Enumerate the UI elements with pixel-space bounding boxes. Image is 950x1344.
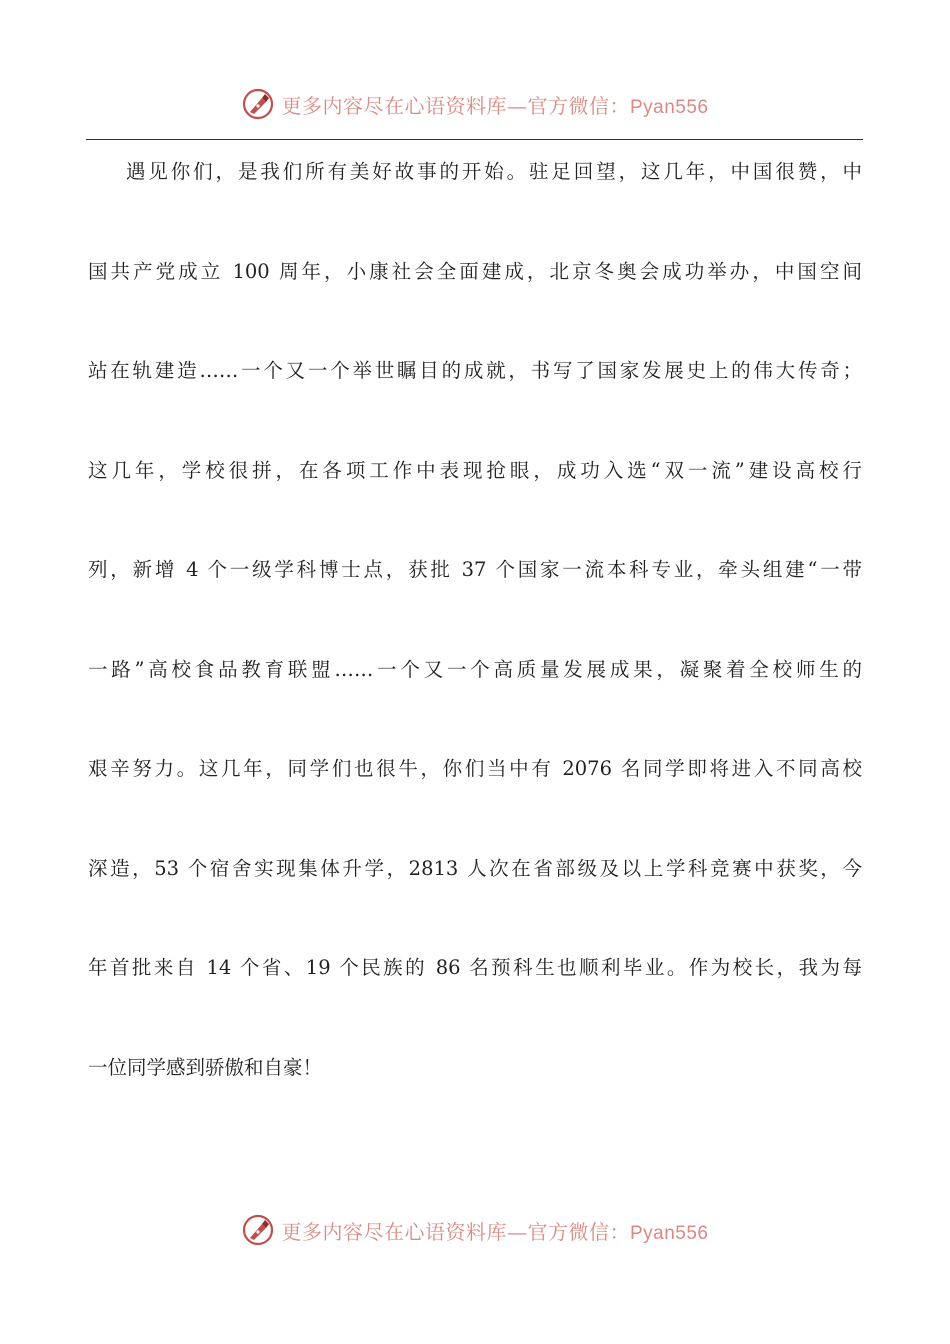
footer-banner-text: 更多内容尽在心语资料库—官方微信：Pyan556	[281, 1219, 709, 1244]
text-line: 这几年，学校很拼，在各项工作中表现抢眼，成功入选“双一流”建设高校行	[88, 458, 862, 482]
text-line: 一路”高校食品教育联盟……一个又一个高质量发展成果，凝聚着全校师生的	[88, 657, 862, 681]
text-line: 艰辛努力。这几年，同学们也很牛，你们当中有 2076 名同学即将进入不同高校	[88, 757, 862, 780]
pen-nib-logo-icon	[241, 87, 275, 121]
text-line: 遇见你们，是我们所有美好故事的开始。驻足回望，这几年，中国很赞，中	[126, 160, 862, 183]
text-line: 一位同学感到骄傲和自豪！	[88, 1055, 323, 1079]
footer-banner	[0, 1210, 950, 1250]
header-banner	[0, 84, 950, 124]
header-divider	[86, 139, 863, 140]
text-line: 列，新增 4 个一级学科博士点，获批 37 个国家一流本科专业，牵头组建“一带	[88, 558, 862, 581]
text-line: 国共产党成立 100 周年，小康社会全面建成，北京冬奥会成功举办，中国空间	[88, 259, 862, 283]
body-paragraph	[88, 152, 862, 1147]
text-line: 深造，53 个宿舍实现集体升学，2813 人次在省部级及以上学科竞赛中获奖，今	[88, 856, 862, 880]
pen-nib-logo-icon	[241, 1213, 275, 1247]
text-line: 年首批来自 14 个省、19 个民族的 86 名预科生也顺利毕业。作为校长，我为每	[88, 956, 862, 979]
header-banner-text: 更多内容尽在心语资料库—官方微信：Pyan556	[281, 93, 709, 118]
text-line: 站在轨建造……一个又一个举世瞩目的成就，书写了国家发展史上的伟大传奇；	[88, 359, 862, 382]
